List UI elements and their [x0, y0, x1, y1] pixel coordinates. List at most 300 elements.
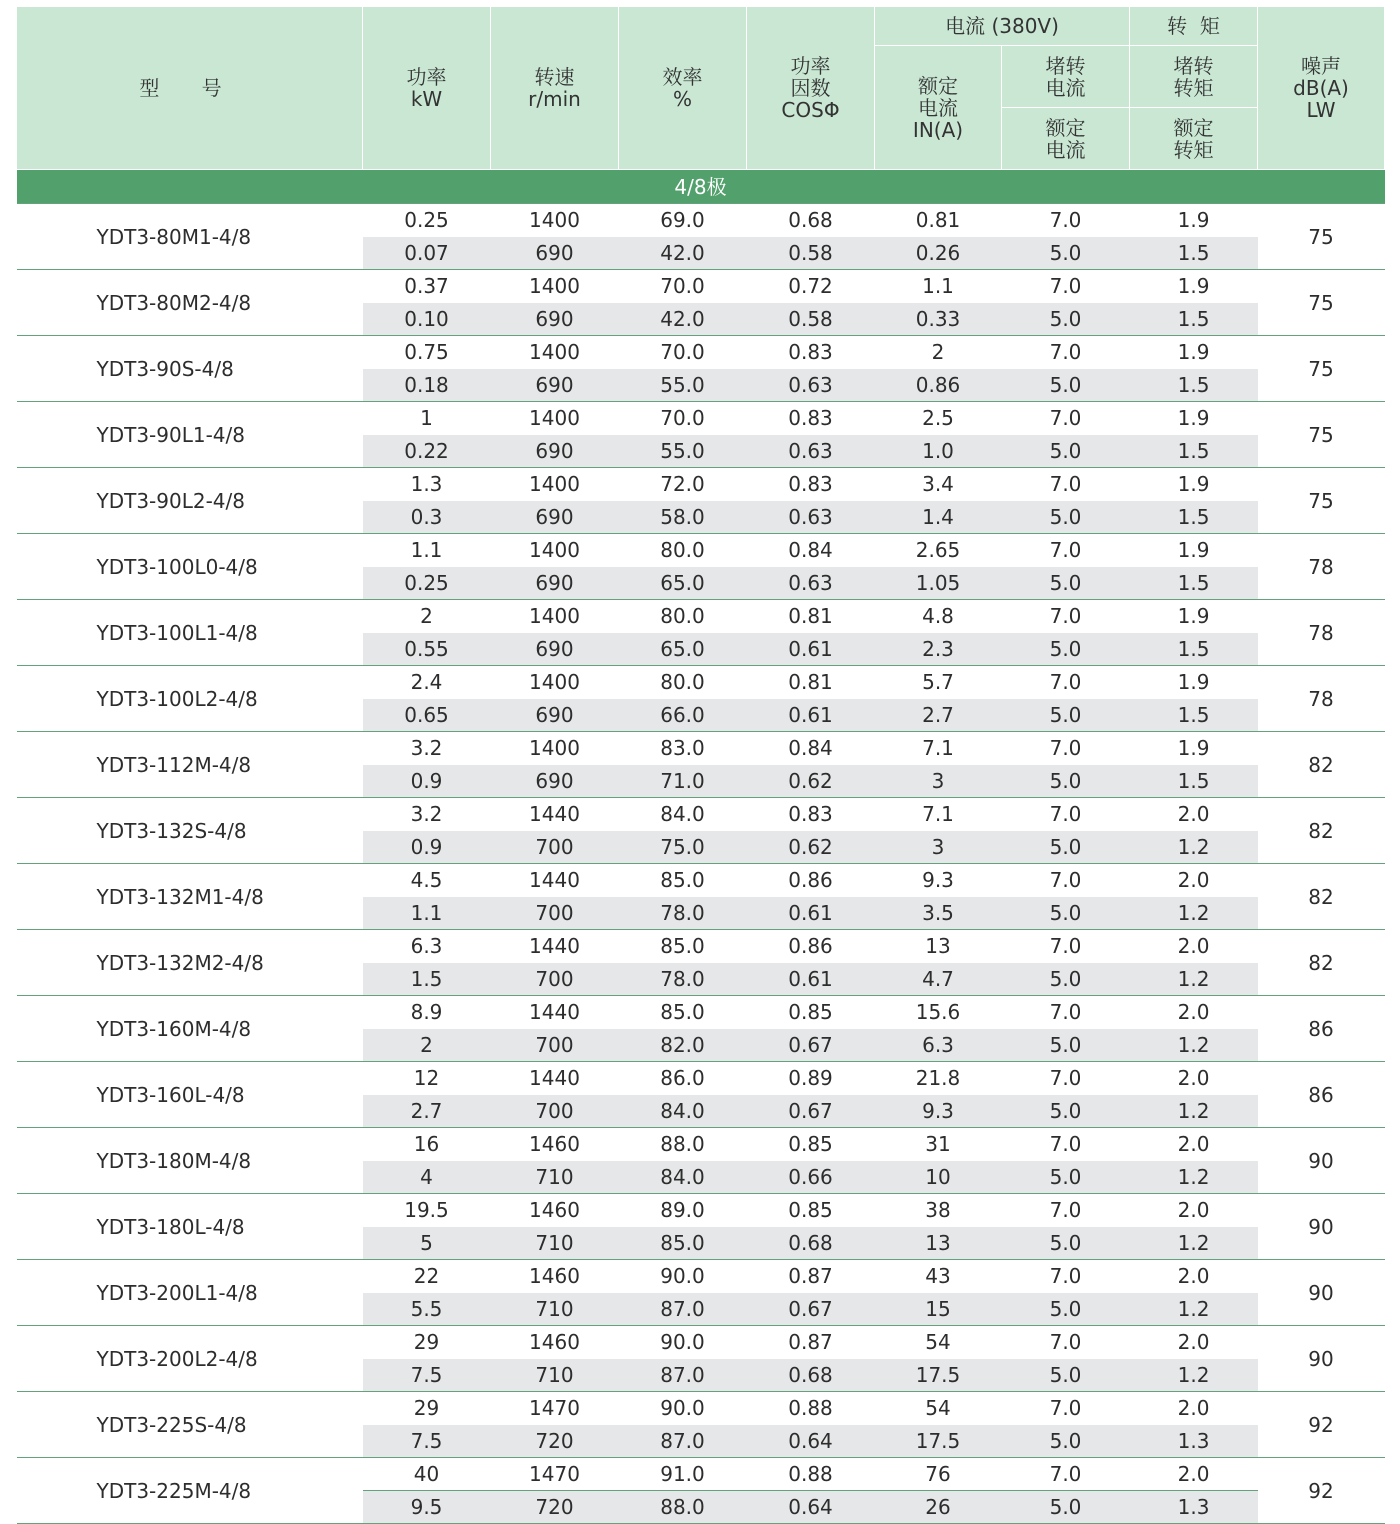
speed-cell: 690 [491, 369, 619, 402]
power-factor-cell: 0.83 [747, 798, 875, 831]
speed-cell: 1440 [491, 930, 619, 963]
efficiency-cell: 88.0 [619, 1128, 747, 1161]
table-row [17, 1128, 1385, 1161]
power-factor-cell: 0.85 [747, 996, 875, 1029]
rated-current-cell: 9.3 [875, 1095, 1002, 1128]
table-row [17, 1458, 1385, 1491]
efficiency-cell: 75.0 [619, 831, 747, 864]
stall-current-ratio-cell: 5.0 [1002, 369, 1130, 402]
efficiency-cell: 58.0 [619, 501, 747, 534]
power-cell: 1.1 [363, 897, 491, 930]
model-cell: YDT3-80M2-4/8 [17, 270, 363, 336]
rated-current-cell: 2.5 [875, 402, 1002, 435]
efficiency-cell: 42.0 [619, 237, 747, 270]
stall-current-ratio-cell: 5.0 [1002, 831, 1130, 864]
header-stb-line1: 额定 [1173, 115, 1214, 140]
power-factor-cell: 0.68 [747, 1359, 875, 1392]
header-efficiency-unit: % [672, 87, 692, 111]
model-cell: YDT3-80M1-4/8 [17, 204, 363, 270]
stall-current-ratio-cell: 7.0 [1002, 930, 1130, 963]
table-row [17, 996, 1385, 1029]
model-cell: YDT3-132M1-4/8 [17, 864, 363, 930]
stall-current-ratio-cell: 5.0 [1002, 699, 1130, 732]
power-factor-cell: 0.61 [747, 897, 875, 930]
noise-cell: 86 [1258, 996, 1385, 1062]
model-cell: YDT3-100L0-4/8 [17, 534, 363, 600]
noise-cell: 86 [1258, 1062, 1385, 1128]
rated-current-cell: 7.1 [875, 732, 1002, 765]
speed-cell: 1400 [491, 270, 619, 303]
power-factor-cell: 0.61 [747, 633, 875, 666]
power-factor-cell: 0.64 [747, 1425, 875, 1458]
power-cell: 29 [363, 1392, 491, 1425]
power-factor-cell: 0.88 [747, 1458, 875, 1491]
efficiency-cell: 85.0 [619, 930, 747, 963]
model-cell: YDT3-132S-4/8 [17, 798, 363, 864]
power-cell: 16 [363, 1128, 491, 1161]
rated-current-cell: 4.7 [875, 963, 1002, 996]
speed-cell: 1470 [491, 1458, 619, 1491]
power-factor-cell: 0.68 [747, 204, 875, 237]
stall-torque-ratio-cell: 1.9 [1130, 600, 1258, 633]
power-factor-cell: 0.61 [747, 699, 875, 732]
table-body [17, 170, 1385, 1524]
efficiency-cell: 70.0 [619, 270, 747, 303]
table-row [17, 1326, 1385, 1359]
stall-current-ratio-cell: 5.0 [1002, 1029, 1130, 1062]
rated-current-cell: 1.1 [875, 270, 1002, 303]
header-sc-line1: 堵转 [1045, 53, 1086, 78]
header-stb-line2: 转矩 [1173, 137, 1214, 162]
efficiency-cell: 85.0 [619, 996, 747, 1029]
table-row [17, 336, 1385, 369]
speed-cell: 1440 [491, 864, 619, 897]
power-cell: 0.75 [363, 336, 491, 369]
stall-current-ratio-cell: 7.0 [1002, 1326, 1130, 1359]
efficiency-cell: 90.0 [619, 1392, 747, 1425]
rated-current-cell: 26 [875, 1491, 1002, 1524]
speed-cell: 1440 [491, 996, 619, 1029]
power-factor-cell: 0.62 [747, 831, 875, 864]
rated-current-cell: 54 [875, 1392, 1002, 1425]
power-cell: 40 [363, 1458, 491, 1491]
stall-current-ratio-cell: 5.0 [1002, 633, 1130, 666]
table-row [17, 864, 1385, 897]
stall-current-ratio-cell: 5.0 [1002, 1491, 1130, 1524]
efficiency-cell: 72.0 [619, 468, 747, 501]
power-cell: 0.37 [363, 270, 491, 303]
header-rc-line1: 额定 [918, 73, 958, 98]
stall-current-ratio-cell: 5.0 [1002, 1293, 1130, 1326]
power-factor-cell: 0.84 [747, 732, 875, 765]
table-row [17, 204, 1385, 237]
power-cell: 0.18 [363, 369, 491, 402]
stall-current-ratio-cell: 5.0 [1002, 1227, 1130, 1260]
speed-cell: 1400 [491, 534, 619, 567]
header-rc-line3: IN(A) [912, 117, 964, 142]
model-cell: YDT3-160L-4/8 [17, 1062, 363, 1128]
stall-current-ratio-cell: 5.0 [1002, 897, 1130, 930]
noise-cell: 90 [1258, 1128, 1385, 1194]
power-factor-cell: 0.87 [747, 1326, 875, 1359]
speed-cell: 1400 [491, 336, 619, 369]
stall-torque-ratio-cell: 1.2 [1130, 1029, 1258, 1062]
rated-current-cell: 43 [875, 1260, 1002, 1293]
model-cell: YDT3-200L1-4/8 [17, 1260, 363, 1326]
rated-current-cell: 13 [875, 1227, 1002, 1260]
table-row [17, 1260, 1385, 1293]
speed-cell: 710 [491, 1227, 619, 1260]
stall-torque-ratio-cell: 1.2 [1130, 1359, 1258, 1392]
header-noise-line3: LW [1306, 98, 1336, 122]
efficiency-cell: 84.0 [619, 1161, 747, 1194]
stall-torque-ratio-cell: 1.2 [1130, 831, 1258, 864]
header-model-label: 型 号 [139, 76, 240, 100]
header-power-label: 功率 [406, 65, 447, 89]
noise-cell: 75 [1258, 402, 1385, 468]
header-st-line1: 堵转 [1173, 53, 1214, 78]
noise-cell: 82 [1258, 930, 1385, 996]
efficiency-cell: 87.0 [619, 1293, 747, 1326]
stall-torque-ratio-cell: 1.9 [1130, 270, 1258, 303]
speed-cell: 1460 [491, 1194, 619, 1227]
speed-cell: 690 [491, 303, 619, 336]
stall-current-ratio-cell: 7.0 [1002, 732, 1130, 765]
header-st-line2: 转矩 [1173, 75, 1214, 100]
power-factor-cell: 0.88 [747, 1392, 875, 1425]
power-factor-cell: 0.67 [747, 1095, 875, 1128]
speed-cell: 710 [491, 1293, 619, 1326]
stall-torque-ratio-cell: 1.9 [1130, 402, 1258, 435]
table-header [17, 7, 1385, 170]
model-cell: YDT3-180M-4/8 [17, 1128, 363, 1194]
noise-cell: 90 [1258, 1326, 1385, 1392]
power-cell: 7.5 [363, 1359, 491, 1392]
rated-current-cell: 4.8 [875, 600, 1002, 633]
model-cell: YDT3-100L1-4/8 [17, 600, 363, 666]
efficiency-cell: 80.0 [619, 600, 747, 633]
stall-torque-ratio-cell: 2.0 [1130, 1458, 1258, 1491]
power-factor-cell: 0.85 [747, 1194, 875, 1227]
rated-current-cell: 76 [875, 1458, 1002, 1491]
speed-cell: 690 [491, 501, 619, 534]
table-row [17, 402, 1385, 435]
stall-current-ratio-cell: 5.0 [1002, 1359, 1130, 1392]
stall-current-ratio-cell: 7.0 [1002, 666, 1130, 699]
stall-current-ratio-cell: 7.0 [1002, 1062, 1130, 1095]
power-factor-cell: 0.83 [747, 336, 875, 369]
power-factor-cell: 0.81 [747, 666, 875, 699]
speed-cell: 710 [491, 1359, 619, 1392]
stall-torque-ratio-cell: 1.9 [1130, 468, 1258, 501]
efficiency-cell: 90.0 [619, 1260, 747, 1293]
stall-torque-ratio-cell: 2.0 [1130, 864, 1258, 897]
stall-torque-ratio-cell: 1.2 [1130, 1227, 1258, 1260]
power-factor-cell: 0.63 [747, 369, 875, 402]
header-noise-line1: 噪声 [1301, 54, 1342, 78]
table-row [17, 732, 1385, 765]
stall-current-ratio-cell: 5.0 [1002, 435, 1130, 468]
header-scb-line2: 电流 [1045, 137, 1086, 162]
power-factor-cell: 0.58 [747, 303, 875, 336]
rated-current-cell: 2.7 [875, 699, 1002, 732]
power-cell: 5.5 [363, 1293, 491, 1326]
speed-cell: 1400 [491, 600, 619, 633]
power-cell: 29 [363, 1326, 491, 1359]
rated-current-cell: 3.4 [875, 468, 1002, 501]
power-cell: 1.1 [363, 534, 491, 567]
efficiency-cell: 88.0 [619, 1491, 747, 1524]
stall-current-ratio-cell: 5.0 [1002, 237, 1130, 270]
power-cell: 6.3 [363, 930, 491, 963]
efficiency-cell: 91.0 [619, 1458, 747, 1491]
power-factor-cell: 0.89 [747, 1062, 875, 1095]
model-cell: YDT3-90L1-4/8 [17, 402, 363, 468]
speed-cell: 710 [491, 1161, 619, 1194]
stall-current-ratio-cell: 5.0 [1002, 963, 1130, 996]
speed-cell: 690 [491, 699, 619, 732]
stall-torque-ratio-cell: 1.5 [1130, 237, 1258, 270]
stall-current-ratio-cell: 7.0 [1002, 600, 1130, 633]
stall-torque-ratio-cell: 1.2 [1130, 897, 1258, 930]
table-row [17, 468, 1385, 501]
speed-cell: 1400 [491, 468, 619, 501]
rated-current-cell: 21.8 [875, 1062, 1002, 1095]
rated-current-cell: 7.1 [875, 798, 1002, 831]
stall-torque-ratio-cell: 2.0 [1130, 1326, 1258, 1359]
power-cell: 0.10 [363, 303, 491, 336]
stall-torque-ratio-cell: 1.9 [1130, 204, 1258, 237]
model-cell: YDT3-160M-4/8 [17, 996, 363, 1062]
speed-cell: 690 [491, 435, 619, 468]
stall-current-ratio-cell: 7.0 [1002, 270, 1130, 303]
stall-current-ratio-cell: 7.0 [1002, 1392, 1130, 1425]
rated-current-cell: 1.4 [875, 501, 1002, 534]
rated-current-cell: 0.26 [875, 237, 1002, 270]
power-factor-cell: 0.86 [747, 864, 875, 897]
efficiency-cell: 78.0 [619, 897, 747, 930]
efficiency-cell: 55.0 [619, 369, 747, 402]
power-factor-cell: 0.83 [747, 402, 875, 435]
rated-current-cell: 1.0 [875, 435, 1002, 468]
efficiency-cell: 80.0 [619, 534, 747, 567]
stall-torque-ratio-cell: 1.5 [1130, 501, 1258, 534]
stall-torque-ratio-cell: 1.5 [1130, 435, 1258, 468]
noise-cell: 82 [1258, 798, 1385, 864]
stall-current-ratio-cell: 7.0 [1002, 468, 1130, 501]
rated-current-cell: 3 [875, 831, 1002, 864]
model-cell: YDT3-100L2-4/8 [17, 666, 363, 732]
header-noise [1258, 7, 1385, 170]
power-cell: 0.55 [363, 633, 491, 666]
speed-cell: 1470 [491, 1392, 619, 1425]
stall-torque-ratio-cell: 2.0 [1130, 798, 1258, 831]
speed-cell: 690 [491, 633, 619, 666]
speed-cell: 690 [491, 567, 619, 600]
model-cell: YDT3-90L2-4/8 [17, 468, 363, 534]
model-cell: YDT3-225M-4/8 [17, 1458, 363, 1524]
noise-cell: 82 [1258, 732, 1385, 798]
power-cell: 7.5 [363, 1425, 491, 1458]
table-row [17, 534, 1385, 567]
power-cell: 0.65 [363, 699, 491, 732]
efficiency-cell: 86.0 [619, 1062, 747, 1095]
stall-current-ratio-cell: 5.0 [1002, 501, 1130, 534]
rated-current-cell: 2 [875, 336, 1002, 369]
stall-torque-ratio-cell: 1.9 [1130, 732, 1258, 765]
power-cell: 19.5 [363, 1194, 491, 1227]
speed-cell: 720 [491, 1491, 619, 1524]
speed-cell: 700 [491, 1029, 619, 1062]
rated-current-cell: 6.3 [875, 1029, 1002, 1062]
model-cell: YDT3-90S-4/8 [17, 336, 363, 402]
speed-cell: 700 [491, 831, 619, 864]
speed-cell: 700 [491, 897, 619, 930]
noise-cell: 92 [1258, 1458, 1385, 1524]
header-sc-line2: 电流 [1045, 75, 1086, 100]
efficiency-cell: 78.0 [619, 963, 747, 996]
power-cell: 2.7 [363, 1095, 491, 1128]
efficiency-cell: 84.0 [619, 798, 747, 831]
header-stall-torque [1130, 46, 1258, 108]
header-pf-line3: COSΦ [781, 98, 840, 122]
speed-cell: 1460 [491, 1260, 619, 1293]
stall-current-ratio-cell: 7.0 [1002, 996, 1130, 1029]
stall-torque-ratio-cell: 2.0 [1130, 1062, 1258, 1095]
power-cell: 2 [363, 1029, 491, 1062]
stall-torque-ratio-cell: 1.5 [1130, 699, 1258, 732]
rated-current-cell: 3.5 [875, 897, 1002, 930]
header-scb-line1: 额定 [1045, 115, 1086, 140]
power-cell: 4 [363, 1161, 491, 1194]
efficiency-cell: 89.0 [619, 1194, 747, 1227]
noise-cell: 90 [1258, 1194, 1385, 1260]
header-power-factor [747, 7, 875, 170]
power-factor-cell: 0.62 [747, 765, 875, 798]
stall-torque-ratio-cell: 1.5 [1130, 303, 1258, 336]
stall-current-ratio-cell: 5.0 [1002, 1161, 1130, 1194]
stall-torque-ratio-cell: 2.0 [1130, 996, 1258, 1029]
stall-torque-ratio-cell: 1.5 [1130, 369, 1258, 402]
power-cell: 2.4 [363, 666, 491, 699]
noise-cell: 82 [1258, 864, 1385, 930]
efficiency-cell: 84.0 [619, 1095, 747, 1128]
power-factor-cell: 0.86 [747, 930, 875, 963]
power-cell: 0.3 [363, 501, 491, 534]
rated-current-cell: 17.5 [875, 1425, 1002, 1458]
stall-current-ratio-cell: 7.0 [1002, 864, 1130, 897]
power-factor-cell: 0.68 [747, 1227, 875, 1260]
stall-torque-ratio-cell: 1.3 [1130, 1425, 1258, 1458]
power-cell: 0.22 [363, 435, 491, 468]
header-speed-unit: r/min [528, 87, 581, 111]
rated-current-cell: 1.05 [875, 567, 1002, 600]
power-factor-cell: 0.63 [747, 435, 875, 468]
speed-cell: 1400 [491, 666, 619, 699]
power-factor-cell: 0.81 [747, 600, 875, 633]
rated-current-cell: 10 [875, 1161, 1002, 1194]
model-cell: YDT3-200L2-4/8 [17, 1326, 363, 1392]
efficiency-cell: 66.0 [619, 699, 747, 732]
table-row [17, 1062, 1385, 1095]
power-cell: 0.25 [363, 567, 491, 600]
rated-current-cell: 13 [875, 930, 1002, 963]
stall-current-ratio-cell: 5.0 [1002, 567, 1130, 600]
speed-cell: 1440 [491, 798, 619, 831]
stall-torque-ratio-cell: 1.2 [1130, 1293, 1258, 1326]
table-row [17, 666, 1385, 699]
efficiency-cell: 85.0 [619, 1227, 747, 1260]
header-speed [491, 7, 619, 170]
power-cell: 12 [363, 1062, 491, 1095]
stall-current-ratio-cell: 7.0 [1002, 402, 1130, 435]
power-factor-cell: 0.83 [747, 468, 875, 501]
stall-torque-ratio-cell: 1.9 [1130, 534, 1258, 567]
stall-current-ratio-cell: 7.0 [1002, 798, 1130, 831]
rated-current-cell: 31 [875, 1128, 1002, 1161]
power-cell: 0.07 [363, 237, 491, 270]
header-rated-torque-ratio [1130, 108, 1258, 170]
power-factor-cell: 0.87 [747, 1260, 875, 1293]
efficiency-cell: 55.0 [619, 435, 747, 468]
header-power [363, 7, 491, 170]
table-row [17, 930, 1385, 963]
group-label: 4/8极 [17, 170, 1385, 204]
stall-current-ratio-cell: 7.0 [1002, 204, 1130, 237]
stall-current-ratio-cell: 5.0 [1002, 303, 1130, 336]
efficiency-cell: 87.0 [619, 1425, 747, 1458]
efficiency-cell: 82.0 [619, 1029, 747, 1062]
stall-torque-ratio-cell: 1.5 [1130, 567, 1258, 600]
stall-torque-ratio-cell: 1.2 [1130, 963, 1258, 996]
header-torque-group: 转 矩 [1130, 7, 1258, 46]
rated-current-cell: 0.81 [875, 204, 1002, 237]
header-speed-label: 转速 [534, 65, 575, 89]
stall-torque-ratio-cell: 1.9 [1130, 666, 1258, 699]
header-power-unit: kW [410, 87, 443, 111]
rated-current-cell: 15 [875, 1293, 1002, 1326]
power-cell: 1.3 [363, 468, 491, 501]
efficiency-cell: 80.0 [619, 666, 747, 699]
header-model [17, 7, 363, 170]
noise-cell: 75 [1258, 270, 1385, 336]
power-cell: 4.5 [363, 864, 491, 897]
efficiency-cell: 69.0 [619, 204, 747, 237]
power-factor-cell: 0.64 [747, 1491, 875, 1524]
noise-cell: 78 [1258, 534, 1385, 600]
stall-current-ratio-cell: 5.0 [1002, 1425, 1130, 1458]
noise-cell: 78 [1258, 600, 1385, 666]
stall-current-ratio-cell: 7.0 [1002, 534, 1130, 567]
power-cell: 3.2 [363, 798, 491, 831]
speed-cell: 1460 [491, 1128, 619, 1161]
header-rated-current [875, 46, 1002, 170]
speed-cell: 1460 [491, 1326, 619, 1359]
stall-torque-ratio-cell: 2.0 [1130, 930, 1258, 963]
rated-current-cell: 0.33 [875, 303, 1002, 336]
efficiency-cell: 85.0 [619, 864, 747, 897]
model-cell: YDT3-225S-4/8 [17, 1392, 363, 1458]
header-efficiency [619, 7, 747, 170]
power-cell: 22 [363, 1260, 491, 1293]
power-factor-cell: 0.66 [747, 1161, 875, 1194]
header-rc-line2: 电流 [918, 95, 958, 120]
stall-torque-ratio-cell: 1.2 [1130, 1095, 1258, 1128]
noise-cell: 75 [1258, 204, 1385, 270]
power-factor-cell: 0.61 [747, 963, 875, 996]
power-factor-cell: 0.85 [747, 1128, 875, 1161]
model-cell: YDT3-180L-4/8 [17, 1194, 363, 1260]
